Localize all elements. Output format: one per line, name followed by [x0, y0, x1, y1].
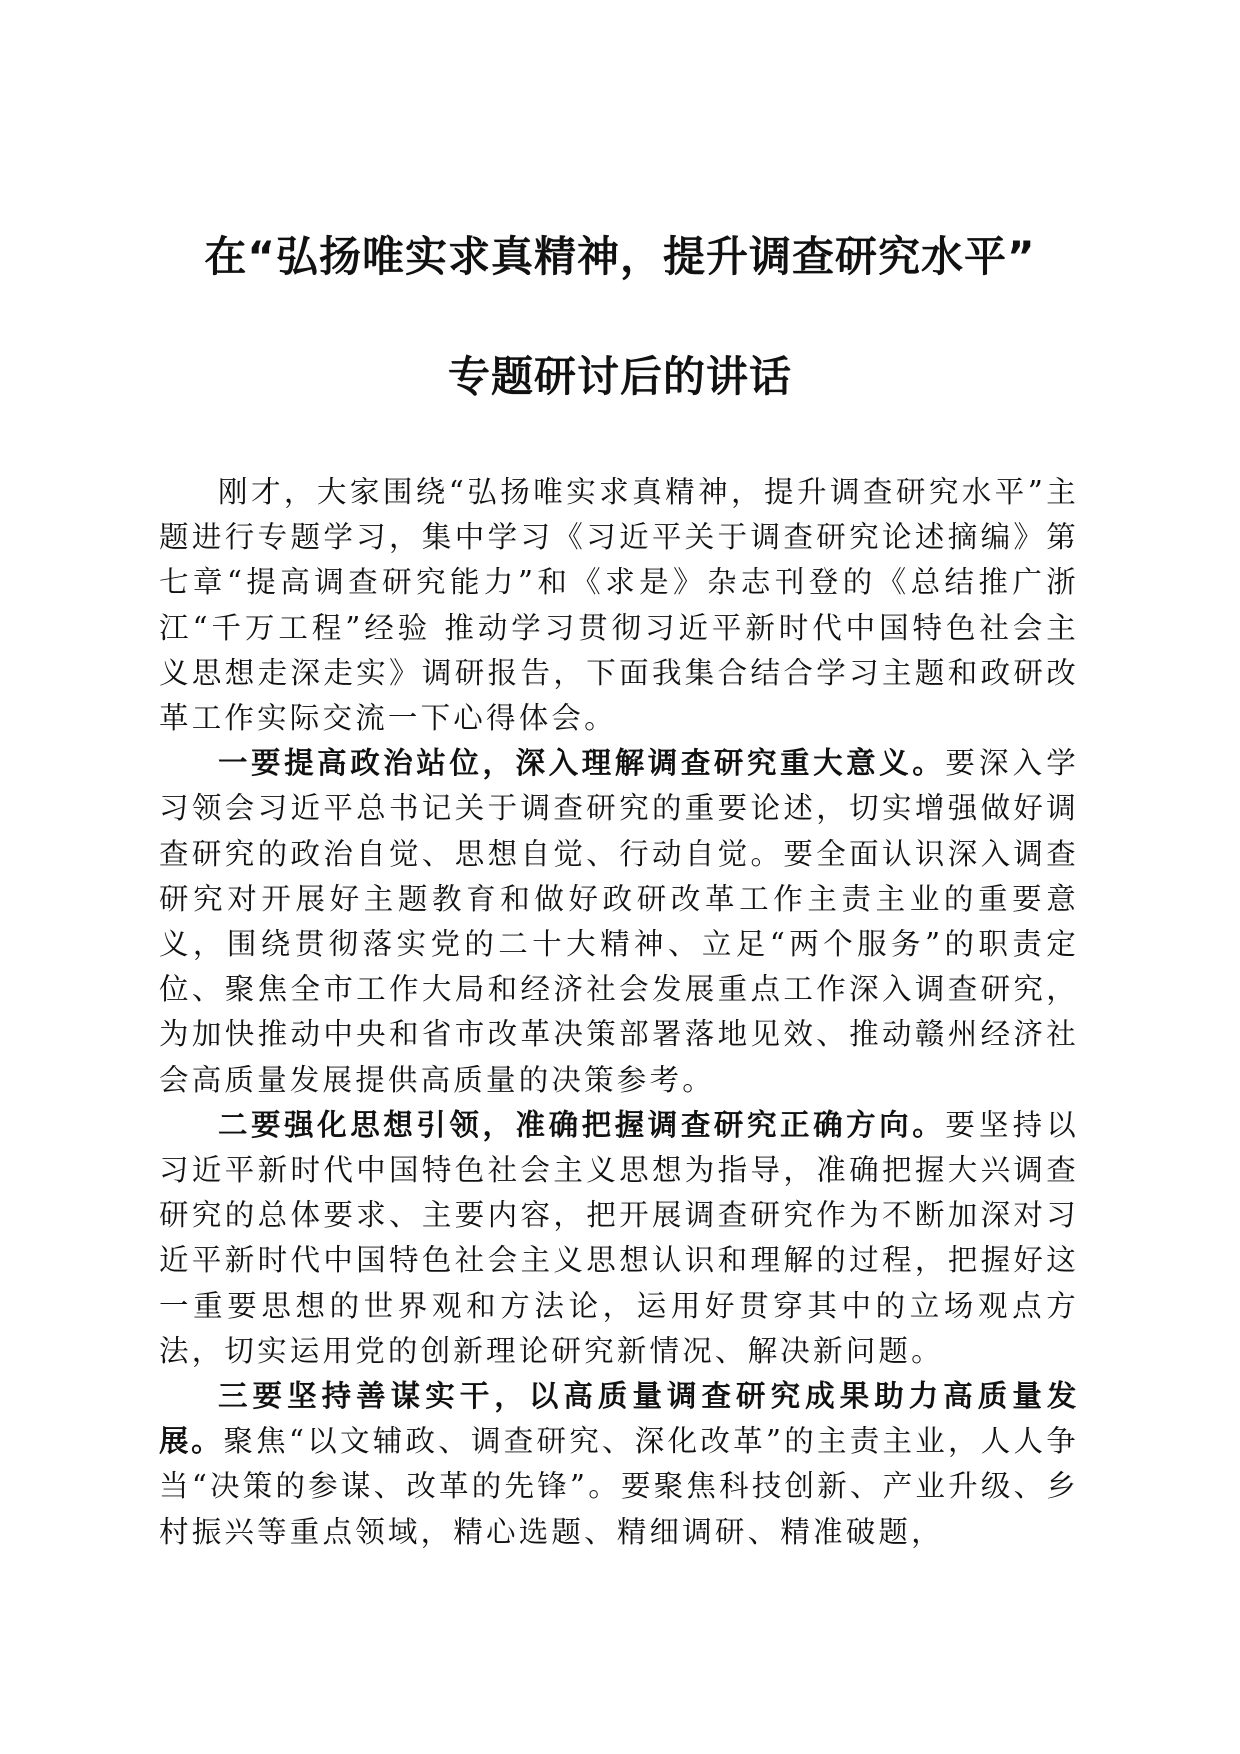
paragraph-text: 刚才，大家围绕“弘扬唯实求真精神，提升调查研究水平”主题进行专题学习，集中学习《习近平关于调查研究论述摘编》第七章“提高调查研究能力”和《求是》杂志刊登的《总结推广浙江“千万工程”经验 推动学习贯彻习近平新时代中国特色社会主义思想走深走实》调研报告，下面我集合结合学习主题和政研改革工作实际交流一下心得体会。 [159, 475, 1079, 736]
paragraph-heading: 三要坚持善谋实干，以高质量调查研究成果助力高质量发展。 [159, 1379, 1079, 1459]
paragraph-intro [159, 470, 1079, 741]
document-title-line-1: 在“弘扬唯实求真精神，提升调查研究水平” [204, 232, 1036, 281]
document-title-line-2: 专题研讨后的讲话 [447, 352, 792, 401]
paragraph-point-3 [159, 1374, 1079, 1555]
paragraph-text: 聚焦“以文辅政、调查研究、深化改革”的主责主业，人人争当“决策的参谋、改革的先锋”。要聚焦科技创新、产业升级、乡村振兴等重点领域，精心选题、精细调研、精准破题， [159, 1424, 1079, 1549]
paragraph-heading: 一要提高政治站位，深入理解调查研究重大意义。 [218, 746, 946, 781]
paragraph-point-2 [159, 1103, 1079, 1374]
document-body [159, 470, 1079, 1555]
paragraph-text: 要深入学习领会习近平总书记关于调查研究的重要论述，切实增强做好调查研究的政治自觉、思想自觉、行动自觉。要全面认识深入调查研究对开展好主题教育和做好政研改革工作主责主业的重要意义，围绕贯彻落实党的二十大精神、立足“两个服务”的职责定位、聚焦全市工作大局和经济社会发展重点工作深入调查研究，为加快推动中央和省市改革决策部署落地见效、推动赣州经济社会高质量发展提供高质量的决策参考。 [159, 746, 1079, 1097]
paragraph-point-1 [159, 741, 1079, 1103]
paragraph-heading: 二要强化思想引领，准确把握调查研究正确方向。 [218, 1107, 946, 1142]
paragraph-text: 要坚持以习近平新时代中国特色社会主义思想为指导，准确把握大兴调查研究的总体要求、主要内容，把开展调查研究作为不断加深对习近平新时代中国特色社会主义思想认识和理解的过程，把握好这一重要思想的世界观和方法论，运用好贯穿其中的立场观点方法，切实运用党的创新理论研究新情况、解决新问题。 [159, 1107, 1079, 1368]
